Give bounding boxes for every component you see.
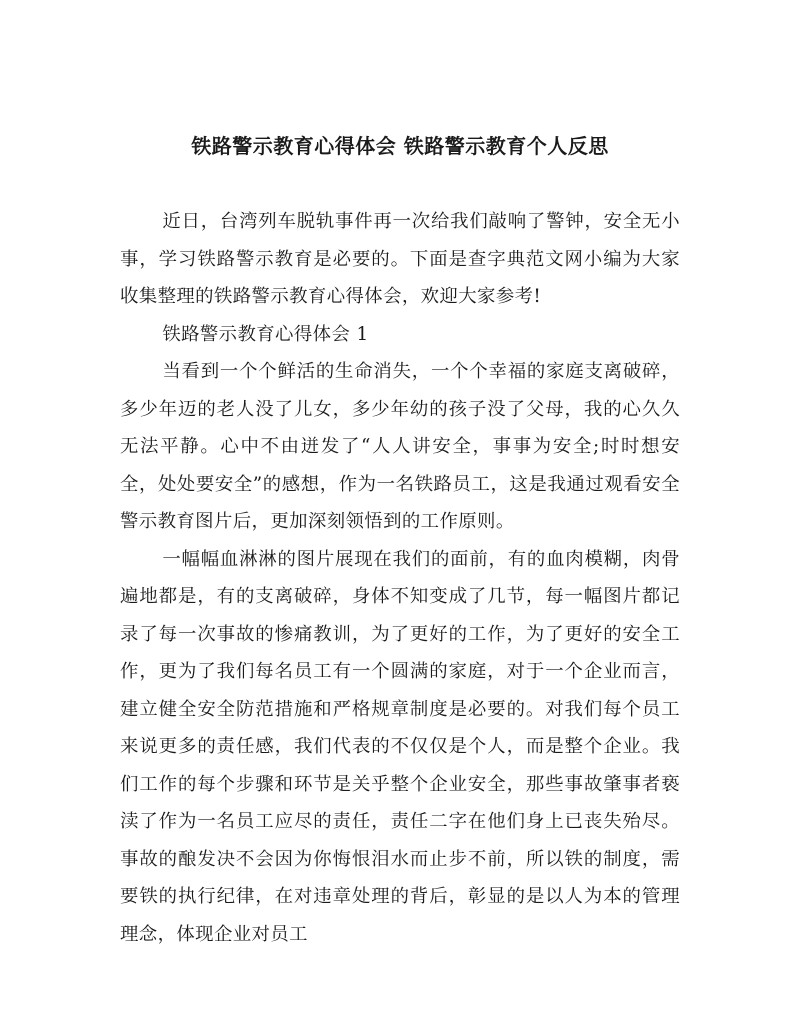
body-paragraph-1: 当看到一个个鲜活的生命消失，一个个幸福的家庭支离破碎，多少年迈的老人没了儿女，多少年幼的孩子没了父母，我的心久久无法平静。心中不由迸发了“人人讲安全，事事为安全;时时想安全，处处要安全”的感想，作为一名铁路员工，这是我通过观看安全警示教育图片后，更加深刻领悟到的工作原则。 (120, 361, 680, 532)
section-heading: 铁路警示教育心得体会 1 (162, 323, 369, 345)
intro-paragraph: 近日，台湾列车脱轨事件再一次给我们敲响了警钟，安全无小事，学习铁路警示教育是必要的。下面是查字典范文网小编为大家收集整理的铁路警示教育心得体会，欢迎大家参考! (120, 211, 680, 307)
document-title: 铁路警示教育心得体会 铁路警示教育个人反思 (191, 134, 609, 158)
document-body (120, 203, 680, 953)
body-paragraph-2: 一幅幅血淋淋的图片展现在我们的面前，有的血肉模糊，肉骨遍地都是，有的支离破碎，身体不知变成了几节，每一幅图片都记录了每一次事故的惨痛教训，为了更好的工作，为了更好的安全工作，更为了我们每名员工有一个圆满的家庭，对于一个企业而言，建立健全安全防范措施和严格规章制度是必要的。对我们每个员工来说更多的责任感，我们代表的不仅仅是个人，而是整个企业。我们工作的每个步骤和环节是关乎整个企业安全，那些事故肇事者亵渎了作为一名员工应尽的责任，责任二字在他们身上已丧失殆尽。事故的酿发决不会因为你悔恨泪水而止步不前，所以铁的制度，需要铁的执行纪律，在对违章处理的背后，彰显的是以人为本的管理理念，体现企业对员工 (120, 548, 680, 945)
